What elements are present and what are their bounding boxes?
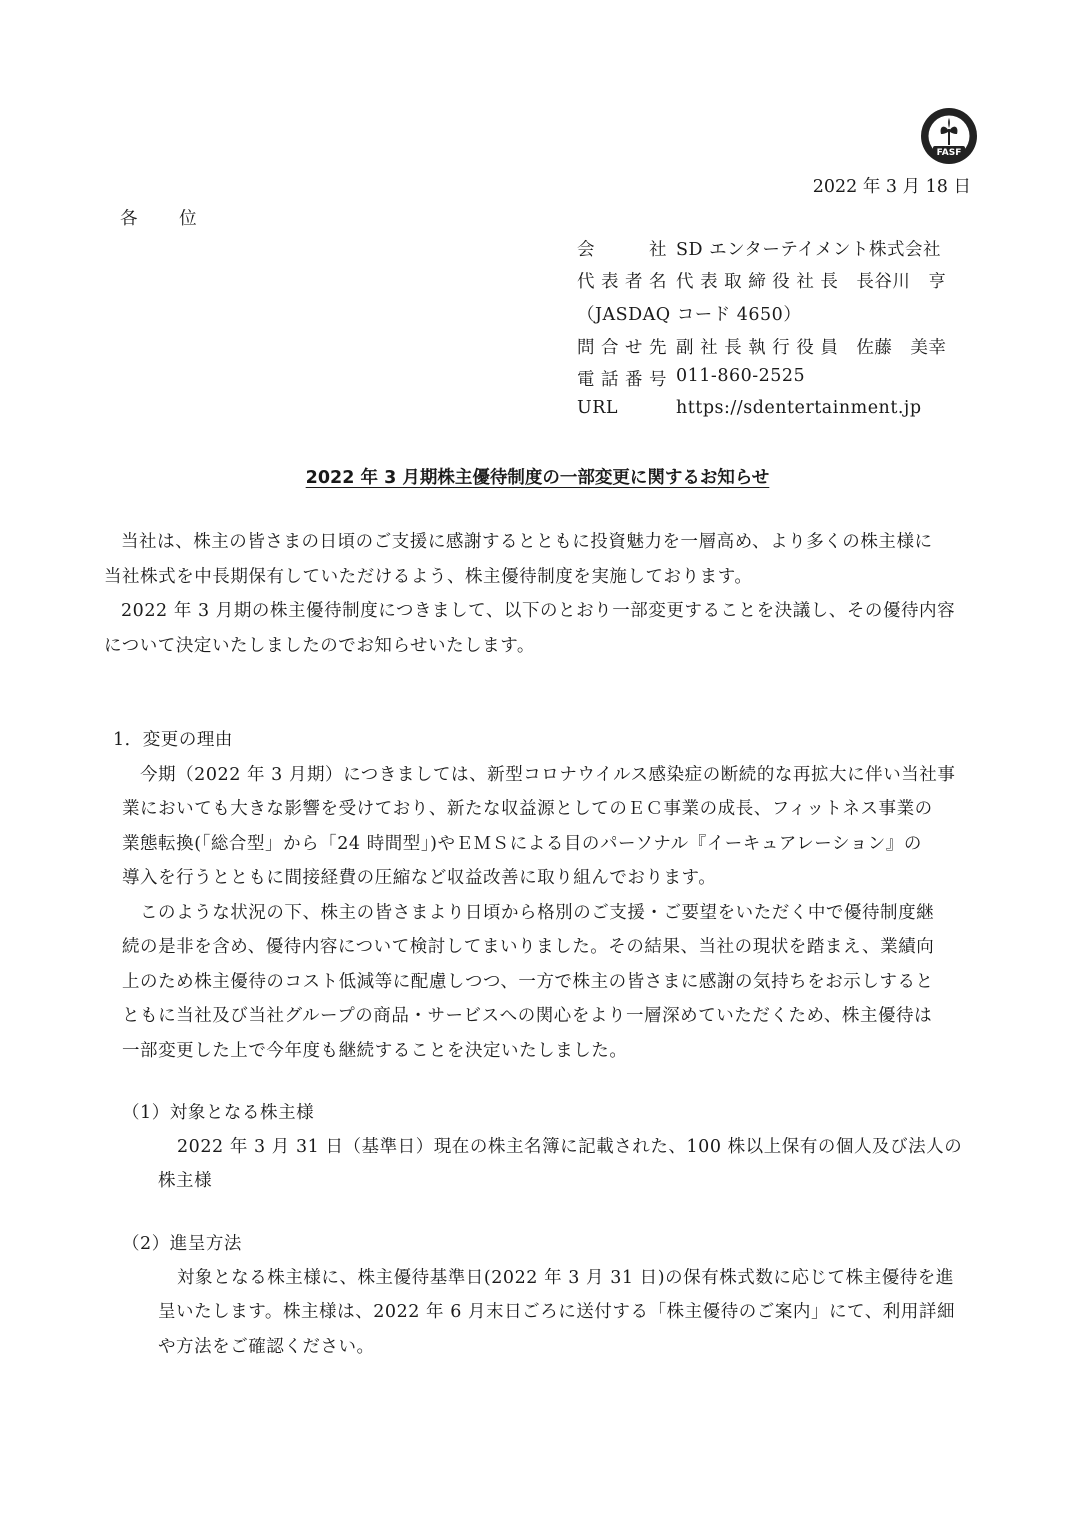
contact-name: 副 社 長 執 行 役 員 佐藤 美幸 bbox=[676, 338, 947, 358]
stock-code: （JASDAQ コード 4650） bbox=[577, 305, 802, 325]
document-title bbox=[0, 464, 1075, 489]
subsection-heading: （2）進呈方法 bbox=[122, 1234, 242, 1254]
subsection-heading: （1）対象となる株主様 bbox=[122, 1103, 315, 1123]
contact-label: 問合せ先 bbox=[577, 338, 667, 358]
intro-line: 当社株式を中長期保有していただけるよう、株主優待制度を実施しております。 bbox=[104, 567, 753, 587]
paragraph-line: 2022 年 3 月 31 日（基準日）現在の株主名簿に記載された、100 株以上保有の個人及び法人の bbox=[177, 1137, 963, 1157]
paragraph-line: 一部変更した上で今年度も継続することを決定いたしました。 bbox=[122, 1041, 628, 1061]
paragraph-line: 続の是非を含め、優待内容について検討してまいりました。その結果、当社の現状を踏まえ、業績向 bbox=[122, 937, 935, 957]
company-name: SD エンターテイメント株式会社 bbox=[676, 240, 941, 260]
paragraph-line: や方法をご確認ください。 bbox=[158, 1337, 375, 1357]
paragraph-line: 今期（2022 年 3 月期）につきましては、新型コロナウイルス感染症の断続的な再拡大に伴い当社事 bbox=[140, 765, 956, 785]
intro-line: について決定いたしましたのでお知らせいたします。 bbox=[104, 636, 535, 656]
fasf-seal-logo bbox=[920, 107, 978, 165]
paragraph-line: このような状況の下、株主の皆さまより日頃から格別のご支援・ご要望をいただく中で優待制度継 bbox=[140, 903, 935, 923]
svg-text:FASF: FASF bbox=[936, 148, 962, 158]
paragraph-line: 導入を行うとともに間接経費の圧縮など収益改善に取り組んでおります。 bbox=[122, 868, 717, 888]
website-url[interactable]: https://sdentertainment.jp bbox=[676, 398, 922, 418]
paragraph-line: 業においても大きな影響を受けており、新たな収益源としてのＥＣ事業の成長、フィットネス事業の bbox=[122, 799, 933, 819]
intro-line: 当社は、株主の皆さまの日頃のご支援に感謝するとともに投資魅力を一層高め、より多くの株主様に bbox=[121, 532, 933, 552]
phone-label: 電話番号 bbox=[577, 370, 667, 390]
url-label: URL bbox=[577, 398, 619, 418]
paragraph-line: 業態転換(「総合型」から「24 時間型」)やＥＭＳによる目のパーソナル『イーキュアレーション』の bbox=[122, 834, 922, 854]
intro-line: 2022 年 3 月期の株主優待制度につきまして、以下のとおり一部変更することを決議し、その優待内容 bbox=[121, 601, 956, 621]
paragraph-line: 上のため株主優待のコスト低減等に配慮しつつ、一方で株主の皆さまに感謝の気持ちをお示しすると bbox=[122, 972, 934, 992]
phone-number: 011-860-2525 bbox=[676, 366, 806, 386]
paragraph-line: 株主様 bbox=[158, 1171, 213, 1191]
paragraph-line: 呈いたします。株主様は、2022 年 6 月末日ごろに送付する「株主優待のご案内」にて、利用詳細 bbox=[158, 1302, 956, 1322]
document-title-text: 2022 年 3 月期株主優待制度の一部変更に関するお知らせ bbox=[305, 468, 770, 488]
recipients-salutation: 各 位 bbox=[120, 209, 215, 229]
paragraph-line: 対象となる株主様に、株主優待基準日(2022 年 3 月 31 日)の保有株式数に応じて株主優待を進 bbox=[177, 1268, 954, 1288]
paragraph-line: ともに当社及び当社グループの商品・サービスへの関心をより一層深めていただくため、株主優待は bbox=[122, 1006, 933, 1026]
issue-date: 2022 年 3 月 18 日 bbox=[812, 177, 971, 197]
company-label: 会 社 bbox=[577, 240, 667, 260]
representative-name: 代 表 取 締 役 社 長 長谷川 亨 bbox=[676, 272, 947, 292]
representative-label: 代表者名 bbox=[577, 272, 667, 292]
section-heading: 1．変更の理由 bbox=[113, 730, 233, 750]
